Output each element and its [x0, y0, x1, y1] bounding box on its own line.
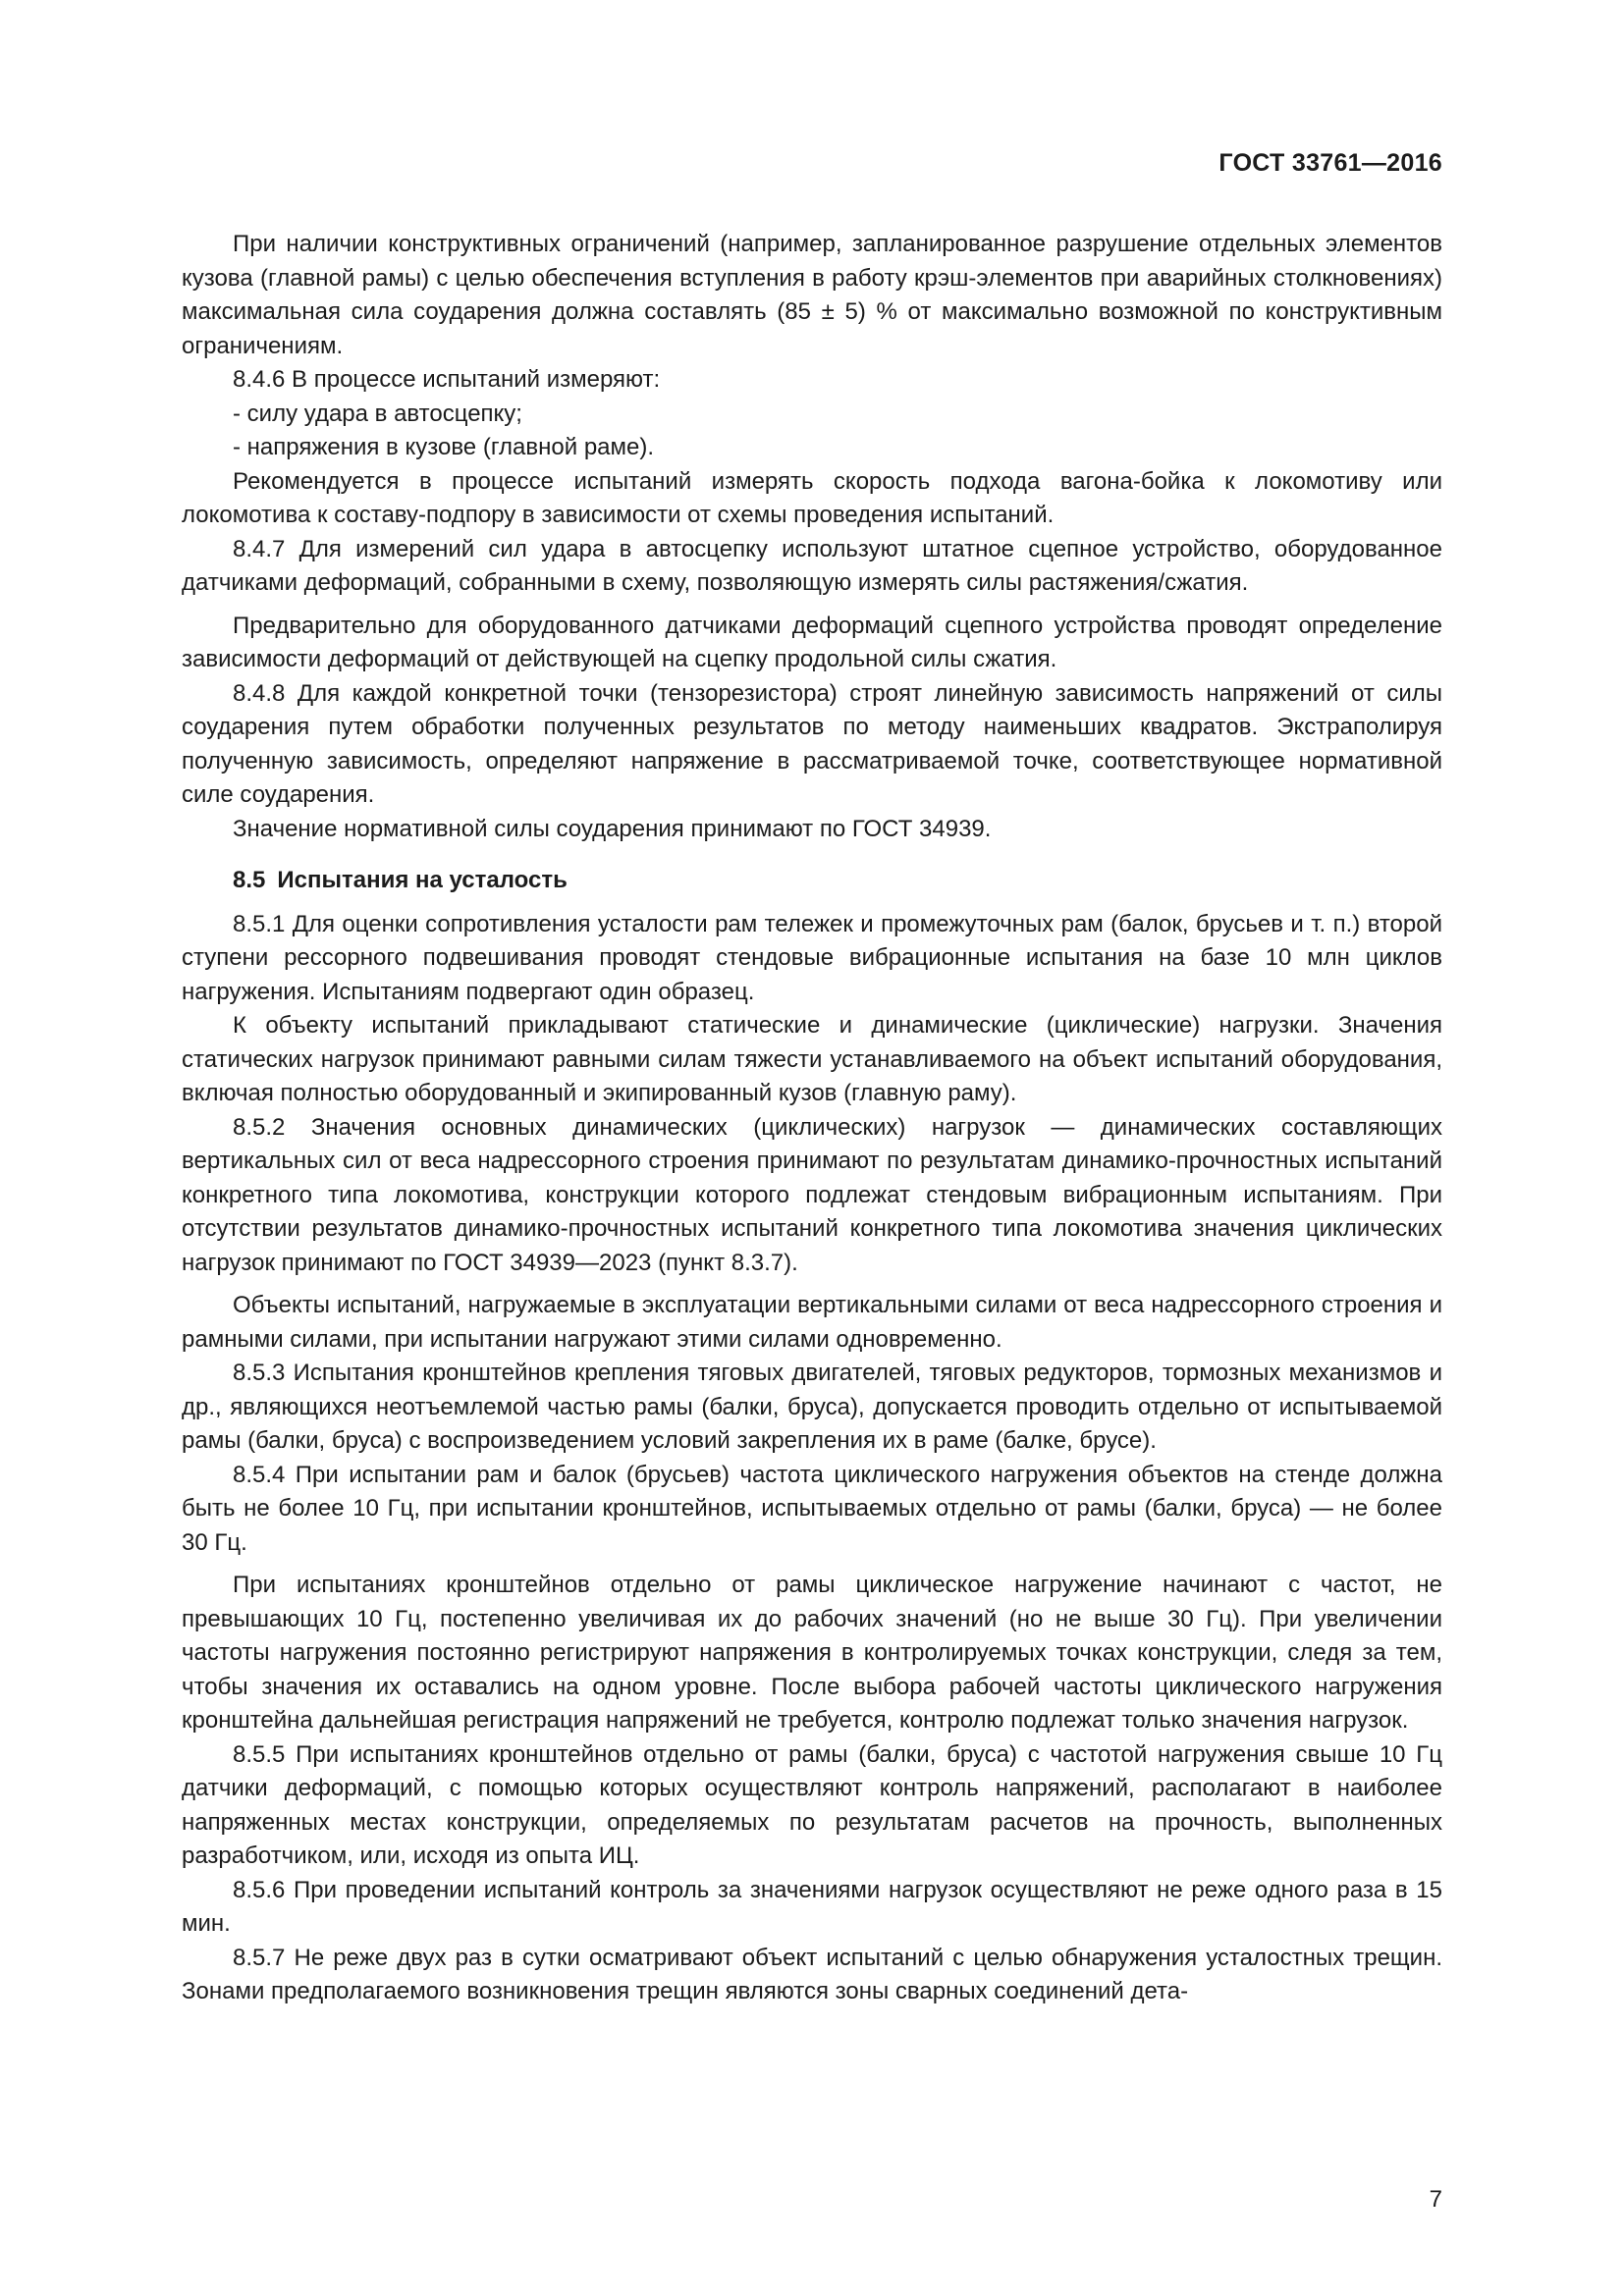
paragraph-8-5-2: 8.5.2 Значения основных динамических (циклических) нагрузок — динамических составляющих вертикальных сил от веса надрессорного строения принимают по результатам динамико-прочностных испытаний конкретного типа локомотива, конструкции которого подлежат стендовым вибрационным испытаниям. При отсутствии результатов динамико-прочностных испытаний конкретного типа локомотива значения циклических нагрузок принимают по ГОСТ 34939—2023 (пункт 8.3.7).: [182, 1113, 1442, 1276]
paragraph-8-5-7: 8.5.7 Не реже двух раз в сутки осматривают объект испытаний с целью обнаружения усталостных трещин. Зонами предполагаемого возникновения трещин являются зоны сварных соединений дета-: [182, 1944, 1442, 2004]
paragraph-8-4-6: 8.4.6 В процессе испытаний измеряют:: [233, 366, 661, 393]
paragraph-simultaneous-loading: Объекты испытаний, нагружаемые в эксплуатации вертикальными силами от веса надрессорного строения и рамными силами, при испытании нагружают этими силами одновременно.: [182, 1292, 1442, 1353]
page-number: 7: [1429, 2186, 1442, 2213]
paragraph-8-5-4: 8.5.4 При испытании рам и балок (брусьев) частота циклического нагружения объектов на стенде должна быть не более 10 Гц, при испытании кронштейнов, испытываемых отдельно от рамы (балки, бруса) — не более 30 Гц.: [182, 1461, 1442, 1556]
list-item-body-stress: - напряжения в кузове (главной раме).: [233, 434, 655, 460]
section-heading-8-5: [182, 864, 1442, 898]
paragraph-8-4-7: 8.4.7 Для измерений сил удара в автосцепку используют штатное сцепное устройство, оборудованное датчиками деформаций, собранными в схему, позволяющую измерять силы растяжения/сжатия.: [182, 535, 1442, 596]
paragraph-8-5-6: 8.5.6 При проведении испытаний контроль за значениями нагрузок осуществляют не реже одного раза в 15 мин.: [182, 1876, 1442, 1937]
paragraph-bracket-frequency: При испытаниях кронштейнов отдельно от рамы циклическое нагружение начинают с частот, не превышающих 10 Гц, постепенно увеличивая их до рабочих значений (но не выше 30 Гц). При увеличении частоты нагружения постоянно регистрируют напряжения в контролируемых точках конструкции, следя за тем, чтобы значения их оставались на одном уровне. После выбора рабочей частоты циклического нагружения кронштейна дальнейшая регистрация напряжений не требуется, контролю подлежат только значения нагрузок.: [182, 1572, 1442, 1734]
paragraph-8-4-8: 8.4.8 Для каждой конкретной точки (тензорезистора) строят линейную зависимость напряжений от силы соударения путем обработки полученных результатов по методу наименьших квадратов. Экстраполируя полученную зависимость, определяют напряжение в рассматриваемой точке, соответствующее нормативной силе соударения.: [182, 679, 1442, 808]
section-number: 8.5: [233, 867, 266, 893]
paragraph-8-5-3: 8.5.3 Испытания кронштейнов крепления тяговых двигателей, тяговых редукторов, тормозных механизмов и др., являющихся неотъемлемой частью рамы (балки, бруса), допускается проводить отдельно от испытываемой рамы (балки, бруса) с воспроизведением условий закрепления их в раме (балке, брусе).: [182, 1360, 1442, 1454]
section-title: Испытания на усталость: [277, 867, 568, 893]
list-item-coupler-force: - силу удара в автосцепку;: [233, 400, 522, 427]
paragraph-crash-limits: При наличии конструктивных ограничений (например, запланированное разрушение отдельных элементов кузова (главной рамы) с целью обеспечения вступления в работу крэш-элементов при аварийных столкновениях) максимальная сила соударения должна составлять (85 ± 5) % от максимально возможной по конструктивным ограничениям.: [182, 231, 1442, 359]
paragraph-speed-recommendation: Рекомендуется в процессе испытаний измерять скорость подхода вагона-бойка к локомотиву или локомотива к составу-подпору в зависимости от схемы проведения испытаний.: [182, 467, 1442, 528]
paragraph-8-5-5: 8.5.5 При испытаниях кронштейнов отдельно от рамы (балки, бруса) с частотой нагружения свыше 10 Гц датчики деформаций, с помощью которых осуществляют контроль напряжений, располагают в наиболее напряженных местах конструкции, определяемых по результатам расчетов на прочность, выполненных разработчиком, или, исходя из опыта ИЦ.: [182, 1740, 1442, 1869]
document-body: [182, 228, 1442, 2009]
paragraph-8-5-1: 8.5.1 Для оценки сопротивления усталости рам тележек и промежуточных рам (балок, брусьев и т. п.) второй ступени рессорного подвешивания проводят стендовые вибрационные испытания на базе 10 млн циклов нагружения. Испытаниям подвергают один образец.: [182, 910, 1442, 1005]
paragraph-static-dynamic-loads: К объекту испытаний прикладывают статические и динамические (циклические) нагрузки. Значения статических нагрузок принимают равными силам тяжести устанавливаемого на объект испытаний оборудования, включая полностью оборудованный и экипированный кузов (главную раму).: [182, 1012, 1442, 1106]
paragraph-normative-force: Значение нормативной силы соударения принимают по ГОСТ 34939.: [233, 815, 992, 842]
document-code-header: ГОСТ 33761—2016: [1218, 149, 1442, 177]
paragraph-coupler-calibration: Предварительно для оборудованного датчиками деформаций сцепного устройства проводят определение зависимости деформаций от действующей на сцепку продольной силы сжатия.: [182, 612, 1442, 672]
